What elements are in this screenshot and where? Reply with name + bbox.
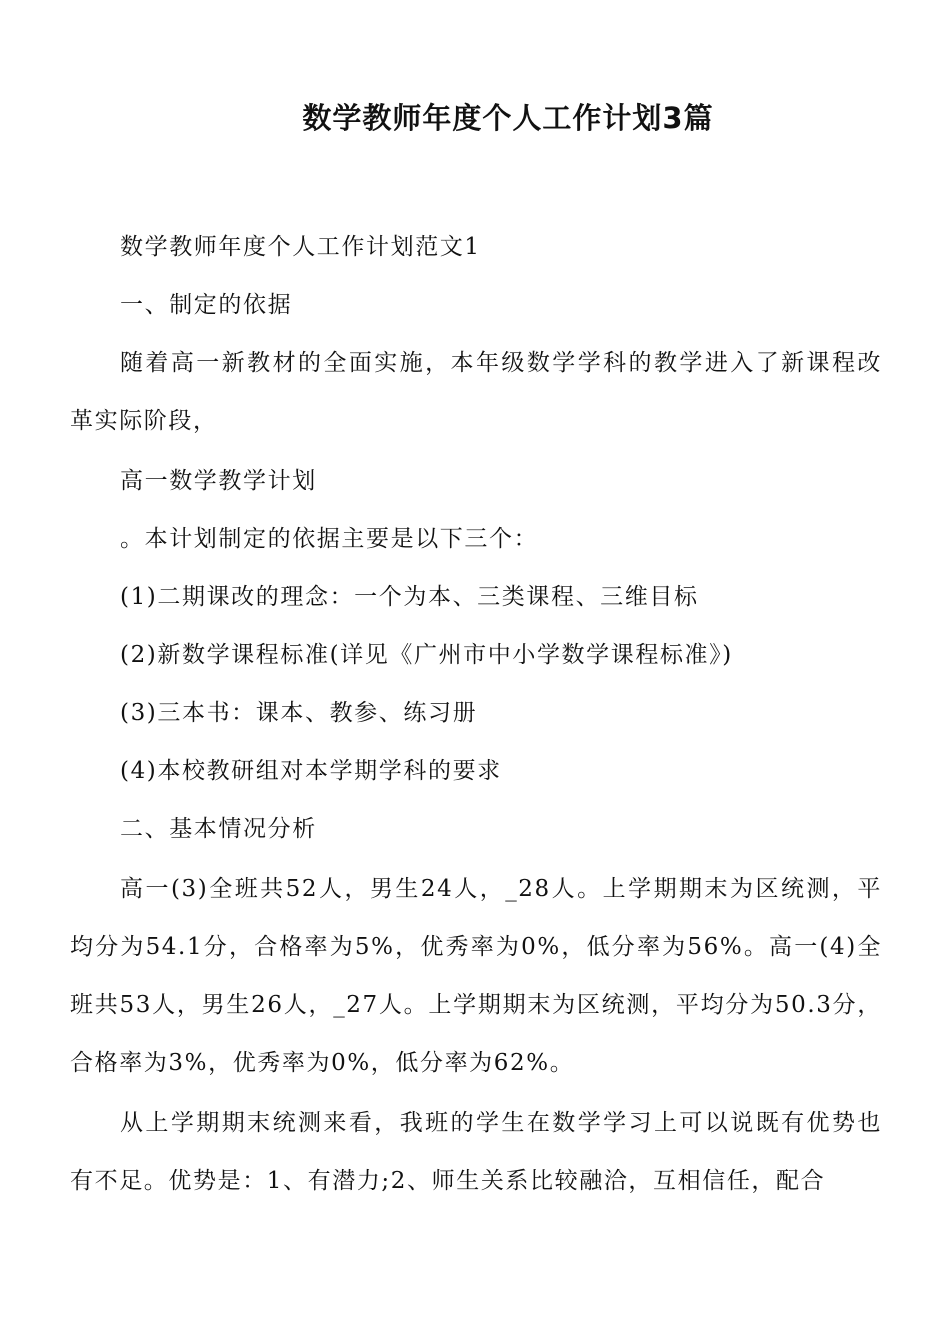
paragraph-strengths: 从上学期期末统测来看，我班的学生在数学学习上可以说既有优势也有不足。优势是：1、有潜力;2、师生关系比较融洽，互相信任，配合 [70, 1110, 882, 1194]
list-item-basis-1: (1)二期课改的理念：一个为本、三类课程、三维目标 [120, 584, 699, 610]
paragraph-new-curriculum: 随着高一新教材的全面实施，本年级数学学科的教学进入了新课程改革实际阶段， [70, 350, 882, 434]
list-item-basis-3: (3)三本书：课本、教参、练习册 [120, 700, 478, 726]
section-heading-plan-1: 数学教师年度个人工作计划范文1 [120, 234, 481, 260]
document-title: 数学教师年度个人工作计划3篇 [302, 101, 714, 135]
list-item-basis-4: (4)本校教研组对本学期学科的要求 [120, 758, 502, 784]
paragraph-class-statistics: 高一(3)全班共52人，男生24人，_28人。上学期期末为区统测，平均分为54.1分，合格率为5%，优秀率为0%，低分率为56%。高一(4)全班共53人，男生26人，_27人。上学期期末为区统测，平均分为50.3分，合格率为3%，优秀率为0%，低分率为62%。 [70, 876, 882, 1076]
paragraph-teaching-plan: 高一数学教学计划 [120, 468, 317, 494]
paragraph-basis-intro: 。本计划制定的依据主要是以下三个： [120, 526, 539, 552]
list-item-basis-2: (2)新数学课程标准(详见《广州市中小学数学课程标准》) [120, 642, 733, 668]
section-heading-basis: 一、制定的依据 [120, 292, 293, 318]
section-heading-analysis: 二、基本情况分析 [120, 816, 317, 842]
